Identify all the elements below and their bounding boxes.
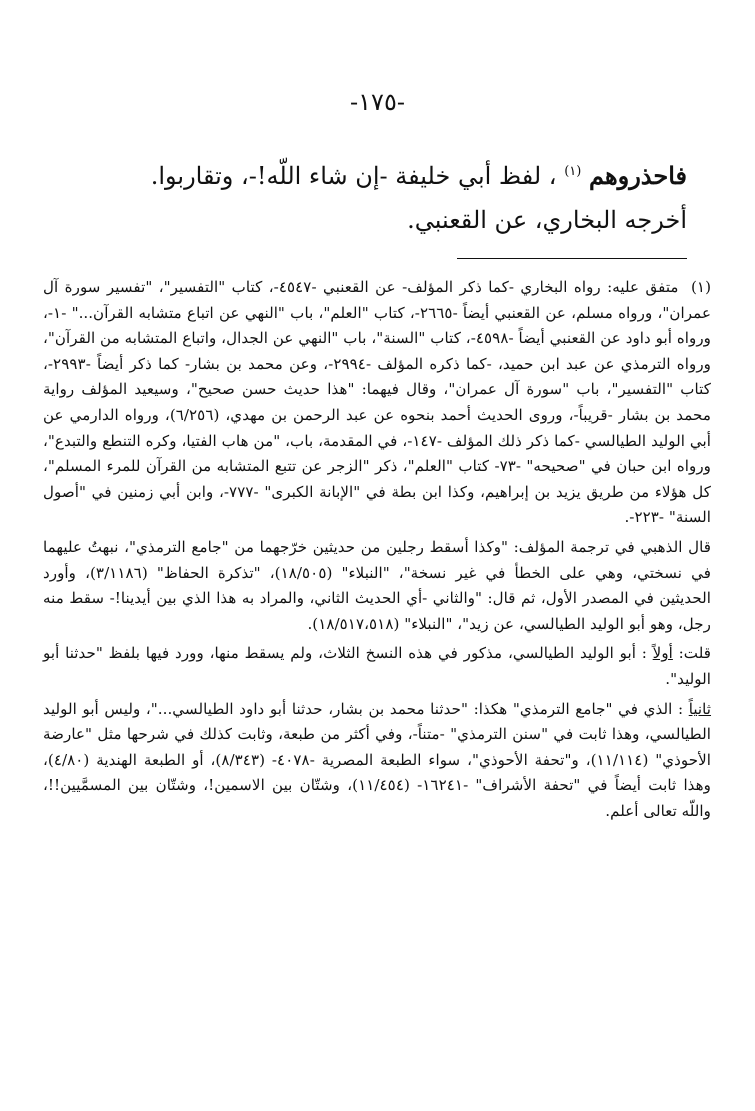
footnote-1 [43,275,711,531]
footnote-paragraph-4 [43,697,711,825]
paragraph-4-rest: : الذي في "جامع الترمذي" هكذا: "حدثنا محمد بن بشار، حدثنا أبو داود الطيالسي..."، وليس أبو الوليد الطيالسي، وهذا ثابت في "سنن الترمذي" -متناً-، وفي أكثر من طبعة، وثابت كذلك في شرحها مثل "عارضة الأحوذي" (١١/١١٤)، و"تحفة الأحوذي"، سواء الطبعة المصرية -٤٠٧٨- (٨/٣٤٣)، أو الطبعة الهندية (٤/٨٠)، وهذا ثابت أيضاً في "تحفة الأشراف" -١٦٢٤١- (١١/٤٥٤)، وشتّان بين الاسمين!، وشتّان بين المسمَّيين!!، واللّه تعالى أعلم. [43,699,712,820]
footnote-paragraph-3 [43,641,711,692]
paragraph-3-first-point: أولاً [652,644,673,663]
lead-word: فاحذروهم [588,161,687,190]
main-line-1 [77,150,687,198]
main-line-1-rest: ، لفظ أبي خليفة -إن شاء اللّه!-، وتقاربوا. [150,162,557,190]
paragraph-3-lead: قلت: [672,644,711,663]
footnote-number: (١) [690,278,711,296]
footnote-paragraph-2: قال الذهبي في ترجمة المؤلف: "وكذا أسقط رجلين من حديثين خرّجهما من "جامع الترمذي"، نبهتُ عليهما في نسختي، وهي على الخطأ في غير نسخة"، "النبلاء" (١٨/٥٠٥)، "تذكرة الحفاظ" (٣/١١٨٦)، وأورد الحديثين في المصدر الأول، ثم قال: "والثاني -أي الحديث الثاني، والمراد به هذا الذي بين أيدينا!- سقط منه رجل، وهو أبو الوليد الطيالسي، عن زيد"، "النبلاء" (١٨/٥١٧،٥١٨). [43,537,712,633]
main-text [77,150,687,242]
main-line-2: أخرجه البخاري، عن القعنبي. [407,206,687,234]
footnote-divider [457,258,687,259]
paragraph-3-rest: : أبو الوليد الطيالسي، مذكور في هذه النسخ الثلاث، ولم يسقط منها، وورد فيها بلفظ "حدثنا أبو الوليد". [43,644,711,688]
paragraph-4-second-point: ثانياً [688,699,712,718]
footnote-reference[interactable]: (١) [564,164,582,179]
footnote-1-text: متفق عليه: رواه البخاري -كما ذكر المؤلف- عن القعنبي -٤٥٤٧-، كتاب "التفسير"، "تفسير سورة آل عمران"، ورواه مسلم، عن القعنبي أيضاً -٢٦٦٥-، كتاب "العلم"، باب "النهي عن اتباع متشابه القرآن..." -١-، ورواه أبو داود عن القعنبي أيضاً -٤٥٩٨-، كتاب "السنة"، باب "النهي عن الجدال، واتباع المتشابه من القرآن"، ورواه الترمذي عن عبد ابن حميد، -كما ذكره المؤلف -٢٩٩٤-، وعن محمد بن بشار- كما ذكر أيضاً -٢٩٩٣-، كتاب "التفسير"، باب "سورة آل عمران"، وقال فيهما: "هذا حديث حسن صحيح"، وسيعيد المؤلف رواية محمد بن بشار -قريباً-، وروى الحديث أحمد بنحوه عن عبد الرحمن بن مهدي، (٦/٢٥٦)، ورواه الدارمي عن أبي الوليد الطيالسي -كما ذكر ذلك المؤلف -١٤٧-، في المقدمة، باب، "من هاب الفتيا، وكره التنطع والتبدع"، ورواه ابن حبان في "صحيحه" -٧٣- كتاب "العلم"، ذكر "الزجر عن تتبع المتشابه من القرآن للمرء المسلم"، كل هؤلاء من طريق يزيد بن إبراهيم، وكذا ابن بطة في "الإبانة الكبرى" -٧٧٧-، وابن أبي زمنين في "أصول السنة" -٢٢٣-. [43,278,712,527]
footnotes-section [43,275,711,828]
page-number: -١٧٥- [350,88,405,116]
